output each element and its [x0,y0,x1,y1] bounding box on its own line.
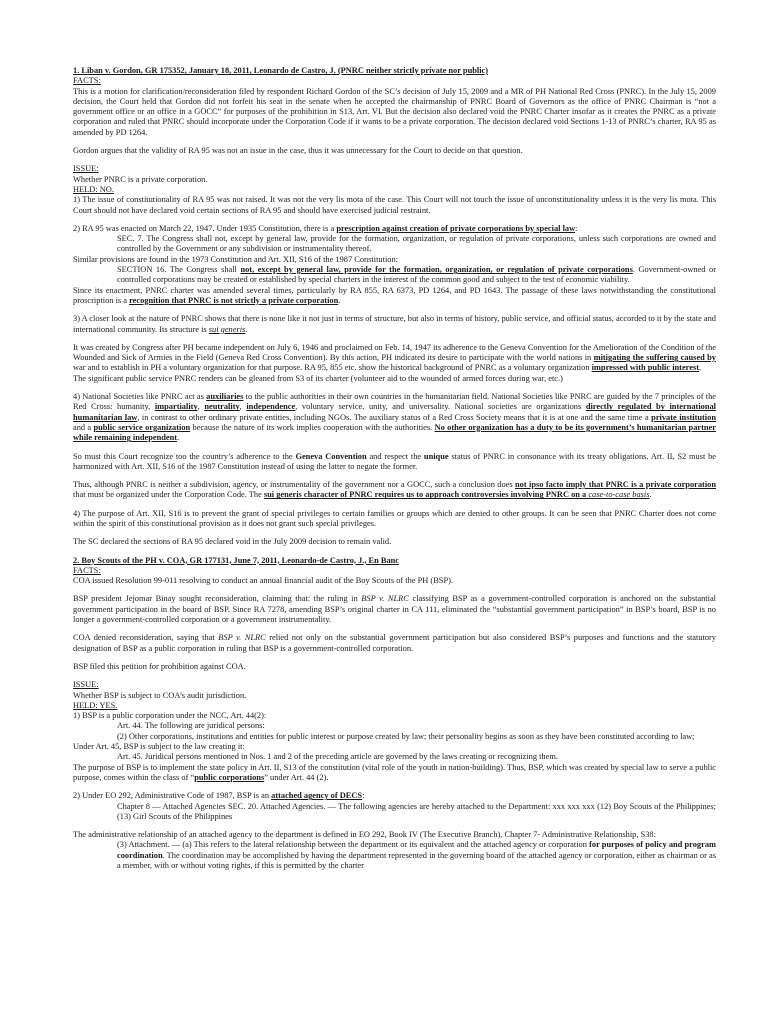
case1-geneva-paragraph: So must this Court recognize too the country’s adherence to the Geneva Convention and respect the unique status of PNRC in consonance with its treaty obligations. Art. II, S2 must be harmonized with Art. XII, S16 of the 1987 Constitution instead of using the latter to negate the former. [73,451,716,471]
case2-chapter8-quote: Chapter 8 — Attached Agencies SEC. 20. Attached Agencies. — The following agencies are hereby attached to the Department: xxx xxx xxx (12) Boy Scouts of the Philippines; (13) Girl Scouts of the Philippines [117,801,716,821]
case1-history-paragraph: It was created by Congress after PH became independent on July 6, 1946 and proclaimed on Feb. 14, 1947 its adherence to the Geneva Convention for the Amelioration of the Condition of the Wounded and Sick of Armies in the Field (Geneva Red Cross Convention). By this action, PH indicated its desire to participate with the world nations in mitigating the suffering caused by war and to establish in PH a voluntary organization for that purpose. RA 95, 855 etc. show the historical background of PNRC as a voluntary organization impressed with public interest. [73,342,716,373]
case1-ruling-5: 4) The purpose of Art. XII, S16 is to prevent the grant of special privileges to certain families or groups which are denied to other groups. It can be seen that PNRC Charter does not come within the spirit of this constitutional provision as it does not grant such special privileges. [73,508,716,528]
case1-issue-label: ISSUE: [73,164,99,174]
case2-facts-label: FACTS: [73,565,101,575]
case2-fact-2: BSP president Jejomar Binay sought reconsideration, claiming that: the ruling in BSP v. NLRC classifying BSP as a government-controlled corporation is anchored on the substantial government participation in the board of BSP. Since RA 7278, amending BSP’s original charter in CA 111, eliminated the “substantial government participation” in BSP’s board, BSP is no longer a government-controlled corporation or a government instrumentality. [73,594,717,625]
case1-thus-paragraph: Thus, although PNRC is neither a subdivision, agency, or instrumentality of the government nor a GOCC, such a conclusion does not ipso facto imply that PNRC is a private corporation that must be organized under the Corporation Code. The sui generis character of PNRC requires us to approach controversies involving PNRC on a case-to-case basis. [73,480,716,500]
case2-admin-relationship: The administrative relationship of an attached agency to the department is defined in EO 292, Book IV (The Executive Branch), Chapter 7- Administrative Relationship, S38: [73,830,656,840]
case2-fact-1: COA issued Resolution 99-011 resolving to conduct an annual financial audit of the Boy Scouts of the PH (BSP). [73,576,454,586]
case1-similar-provisions: Similar provisions are found in the 1973 Constitution and Art. XII, S16 of the 1987 Constitution: [73,254,398,264]
case1-conclusion: The SC declared the sections of RA 95 declared void in the July 2009 decision to remain valid. [73,537,392,547]
case2-issue-text: Whether BSP is subject to COA’s audit jurisdiction. [73,690,247,700]
case2-fact-4: BSP filed this petition for prohibition against COA. [73,661,246,671]
case1-ruling-4: 4) National Societies like PNRC act as auxiliaries to the public authorities in their own countries in the humanitarian field. National Societies like PNRC are guided by the 7 principles of the Red Cross: humanity, impartiality, neutrality, independence, voluntary service, unity, and universality. National societies are organizations directly regulated by international humanitarian law, in contrast to other ordinary private entities, including NGOs. The auxiliary status of a Red Cross Society means that it is at one and the same time a private institution and a public service organization because the nature of its work implies cooperation with the authorities. No other organization has a duty to be its government’s humanitarian partner while remaining independent. [73,392,717,443]
case2-issue-label: ISSUE: [73,680,99,690]
case2-held-2: 2) Under EO 292, Administrative Code of 1987, BSP is an attached agency of DECS: [73,791,365,801]
case1-gordon-argument: Gordon argues that the validity of RA 95 was not an issue in the case, thus it was unnecessary for the Court to decide on that question. [73,146,523,156]
case2-bsp-purpose: The purpose of BSP is to implement the state policy in Art. II, S13 of the constitution (vital role of the youth in nation-building). Thus, BSP, which was created by special law to serve a public purpose, comes within the class of “public corporations” under Art. 44 (2). [73,762,716,782]
case1-ruling-2: 2) RA 95 was enacted on March 22, 1947. Under 1935 Constitution, there is a prescription against creation of private corporations by special law: [73,223,578,233]
case2-fact-3: COA denied reconsideration, saying that BSP v. NLRC relied not only on the substantial government participation but also considered BSP’s purposes and functions and the statutory designation of BSP as a public corporation in ruling that BSP is a government-controlled corporation. [73,633,716,653]
case2-art44-2-quote: (2) Other corporations, institutions and entities for public interest or purpose created by law; their personality begins as soon as they have been constituted according to law; [117,731,695,741]
case2-held-label: HELD: YES. [73,700,118,710]
case2-title: 2. Boy Scouts of the PH v. COA, GR 177131, June 7, 2011, Leonardo-de Castro, J., En Banc [73,555,400,565]
case2-under-art45: Under Art. 45, BSP is subject to the law creating it: [73,742,245,752]
case1-held-label: HELD: NO. [73,184,114,194]
case1-ruling-3: 3) A closer look at the nature of PNRC shows that there is none like it not just in terms of structure, but also in terms of history, public service, and official status, accorded to it by the state and international community. Its structure is sui generis. [73,314,716,334]
case1-public-service: The significant public service PNRC renders can be gleaned from S3 of its charter (volunteer aid to the wounded of armed forces during war, etc.) [73,373,563,383]
case2-art44-quote: Art. 44. The following are juridical persons: [117,721,265,731]
case2-attachment-quote: (3) Attachment. — (a) This refers to the lateral relationship between the department or its equivalent and the attached agency or corporation for purposes of policy and program coordination. The coordination may be accomplished by having the department represented in the governing board of the attached agency or corporation, either as chairman or as a member, with or without voting rights, if this is permitted by the charter [117,840,716,870]
case1-sec7-quote: SEC. 7. The Congress shall not, except by general law, provide for the formation, organization, or regulation of private corporations, unless such corporations are owned and controlled by the Government or any subdivision or instrumentality thereof. [117,234,716,254]
case1-title: 1. Liban v. Gordon, GR 175352, January 18, 2011, Leonardo de Castro, J. (PNRC neither strictly private nor public) [73,66,489,75]
case2-held-1: 1) BSP is a public corporation under the NCC, Art. 44(2): [73,711,267,721]
case2-art45-quote: Art. 45. Juridical persons mentioned in Nos. 1 and 2 of the preceding article are governed by the laws creating or recognizing them. [117,752,558,762]
case1-ruling-1: 1) The issue of constitutionality of RA 95 was not raised. It was not the very lis mota of the case. This Court will not touch the issue of unconstitutionality unless it is the very lis mota. This Court should not have declared void certain sections of RA 95 and should have exercised judicial restraint. [73,195,716,215]
case1-since-enactment: Since its enactment, PNRC charter was amended several times, particularly by RA 855, RA 6373, PD 1264, and PD 1643. The passage of these laws notwithstanding the constitutional proscription is a recognition that PNRC is not strictly a private corporation. [73,285,716,305]
case1-issue-text: Whether PNRC is a private corporation. [73,174,208,184]
case1-facts-paragraph: This is a motion for clarification/reconsideration filed by respondent Richard Gordon of the SC’s decision of July 15, 2009 and a MR of PH National Red Cross (PNRC). In the July 15, 2009 decision, the Court held that Gordon did not forfeit his seat in the senate when he accepted the chairmanship of PNRC Board of Governors as the office of PNRC Chairman is “not a government office or an office in a GOCC” for purposes of the prohibition in S13, Art. VI. But the decision also declared void the PNRC Charter insofar as it creates the PNRC as a private corporation and ruled that PNRC should incorporate under the Corporation Code if it wants to be a private corporation. The decision declared void Sections 1-13 of PNRC’s charter, RA 95 as amended by PD 1264. [73,86,716,137]
case1-facts-label: FACTS: [73,76,101,86]
case1-sec16-quote: SECTION 16. The Congress shall not, except by general law, provide for the formation, organization, or regulation of private corporations. Government-owned or controlled corporations may be created or established by special charters in the interest of the common good and subject to the test of economic viability. [117,265,716,285]
